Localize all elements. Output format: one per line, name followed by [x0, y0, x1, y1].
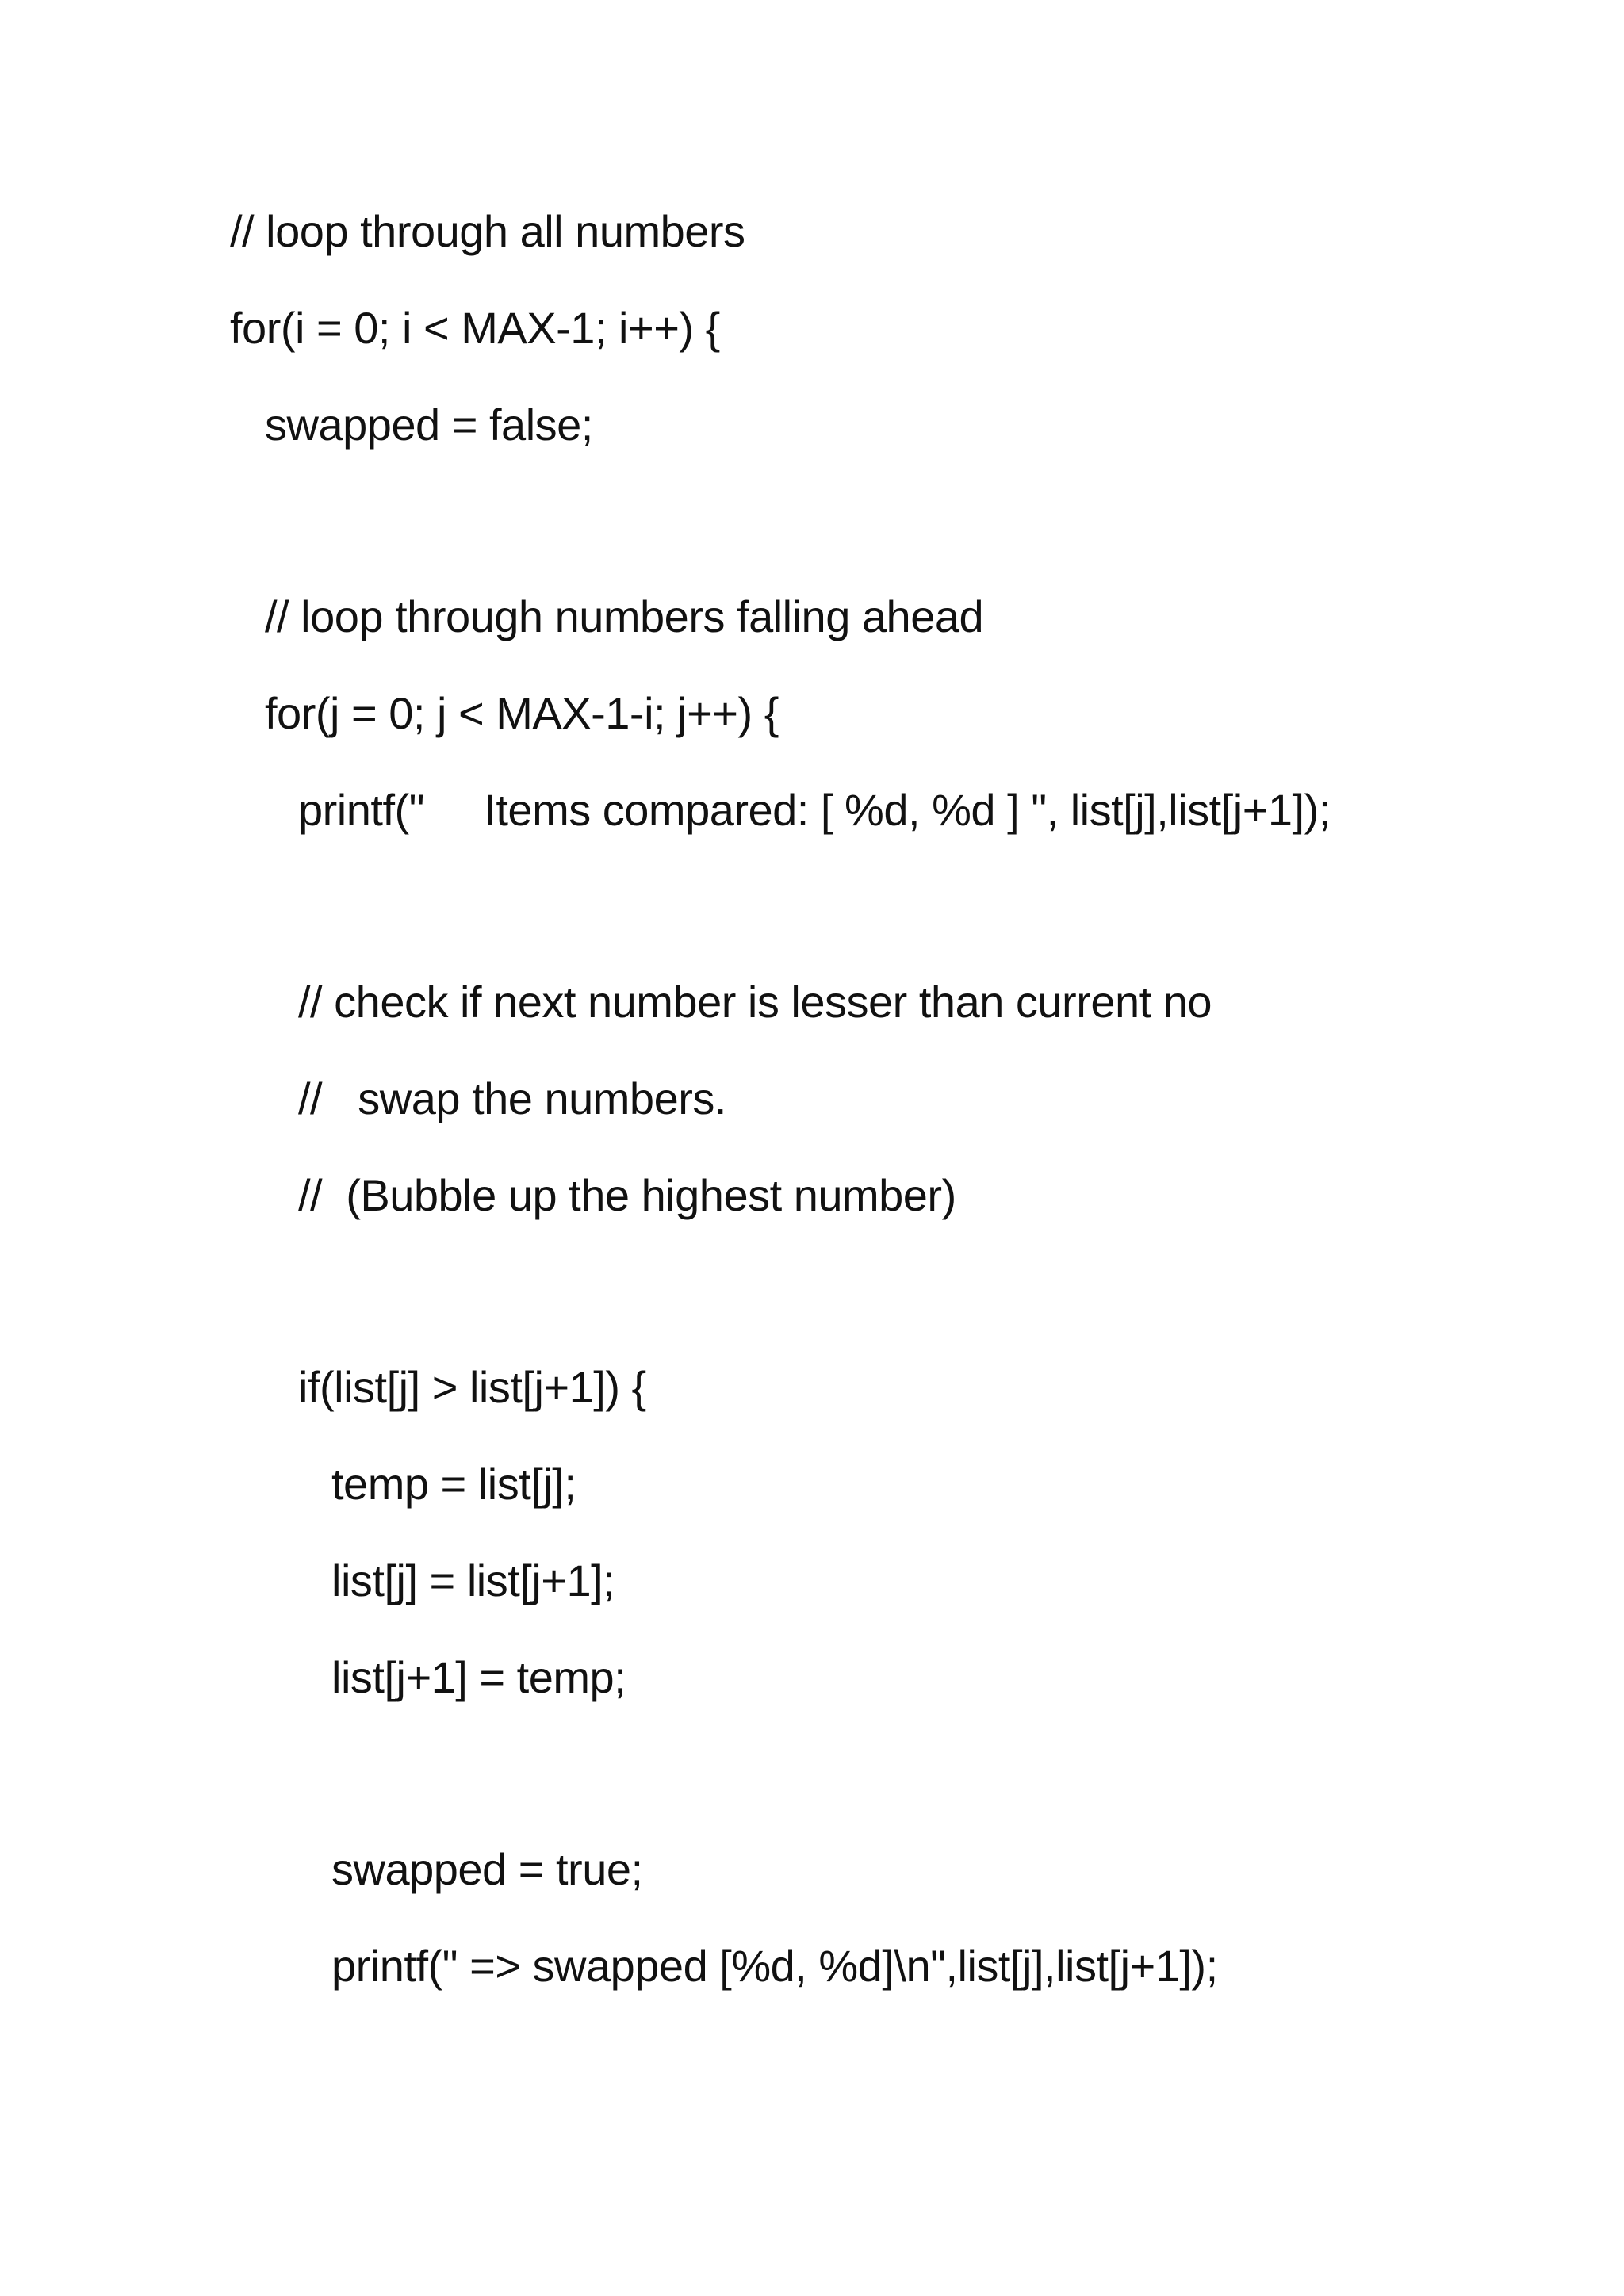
code-line-printf-swapped: printf(" => swapped [%d, %d]\n",list[j],list[j+1]);: [331, 1941, 1218, 1991]
code-line-comment-loop-ahead: // loop through numbers falling ahead: [265, 591, 984, 641]
code-line-if-compare: if(list[j] > list[j+1]) {: [298, 1362, 646, 1412]
code-line-comment-check: // check if next number is lesser than current no: [298, 977, 1212, 1027]
code-line-comment-swap: // swap the numbers.: [298, 1073, 726, 1123]
code-line-comment-loop-all: // loop through all numbers: [230, 206, 745, 256]
code-line-list-j-assign: list[j] = list[j+1];: [331, 1556, 615, 1605]
code-line-outer-for: for(i = 0; i < MAX-1; i++) {: [230, 303, 720, 353]
code-line-comment-bubble: // (Bubble up the highest number): [298, 1170, 956, 1220]
code-line-swapped-false: swapped = false;: [265, 400, 593, 450]
code-line-inner-for: for(j = 0; j < MAX-1-i; j++) {: [265, 688, 779, 738]
code-line-temp-assign: temp = list[j];: [331, 1459, 576, 1509]
code-line-list-j1-assign: list[j+1] = temp;: [331, 1652, 626, 1702]
code-line-printf-compared: printf(" Items compared: [ %d, %d ] ", list[j],list[j+1]);: [298, 785, 1331, 835]
code-line-swapped-true: swapped = true;: [331, 1844, 643, 1894]
